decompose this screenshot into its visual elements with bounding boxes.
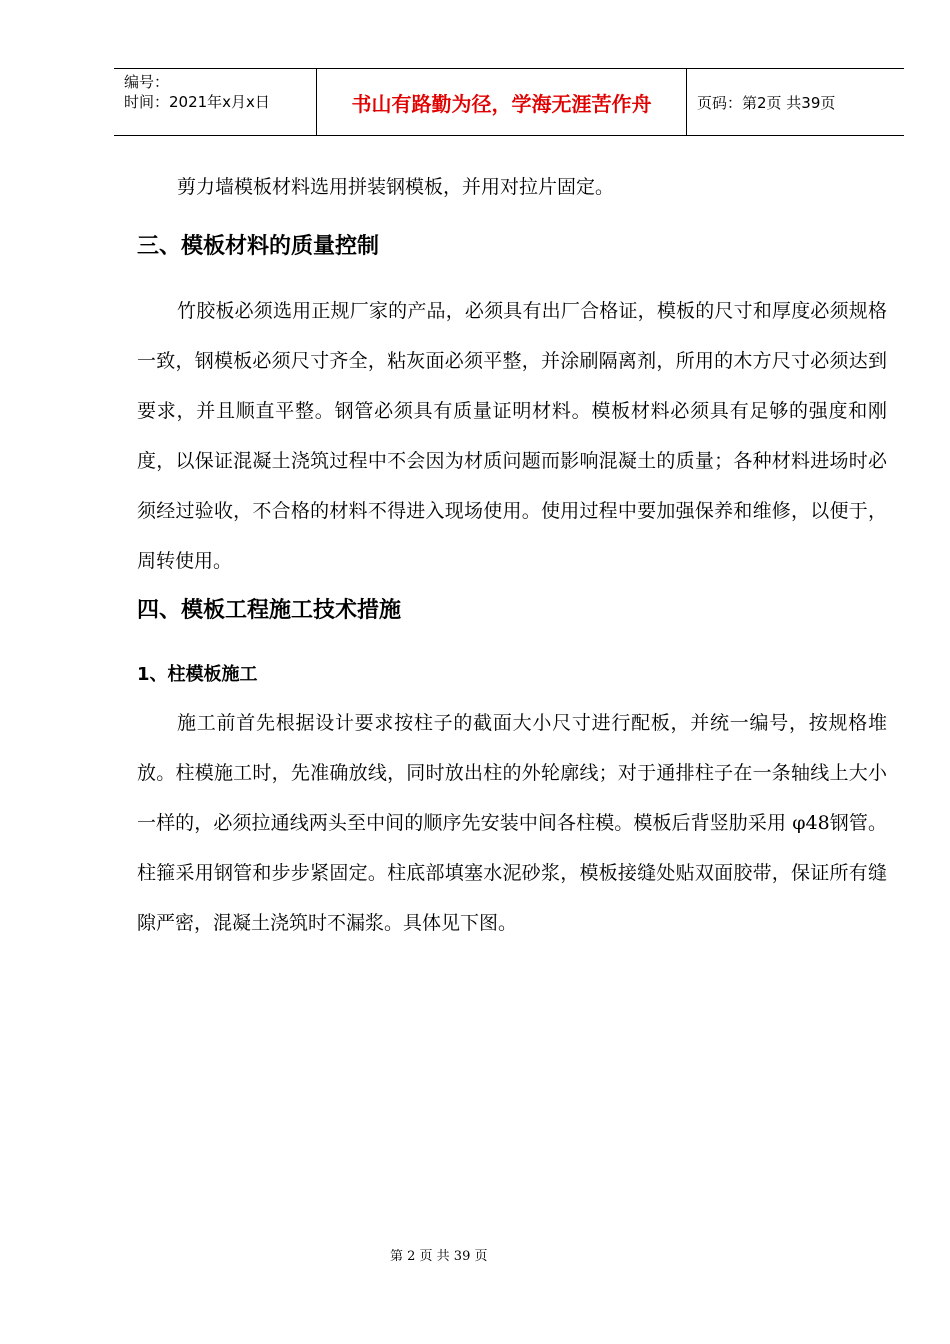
subsection-1-paragraph: 施工前首先根据设计要求按柱子的截面大小尺寸进行配板，并统一编号，按规格堆放。柱模施工时，先准确放线，同时放出柱的外轮廓线；对于通排柱子在一条轴线上大小一样的，必须拉通线两头至中间的顺序先安装中间各柱模。模板后背竖肋采用 φ48钢管。柱箍采用钢管和步步紧固定。柱底部填塞水泥砂浆，模板接缝处贴双面胶带，保证所有缝隙严密，混凝土浇筑时不漏浆。具体见下图。 [137,712,887,934]
section-3-heading: 三、模板材料的质量控制 [137,234,380,259]
document-time-label: 时间：2021年x月x日 [124,93,270,111]
header-page-info: 页码：第2页 共39页 [697,94,836,112]
header-motto: 书山有路勤为径，学海无涯苦作舟 [351,92,652,116]
page-footer: 第 2 页 共 39 页 [390,1249,488,1264]
subsection-1-heading: 1、柱模板施工 [137,664,258,685]
section-3-paragraph: 竹胶板必须选用正规厂家的产品，必须具有出厂合格证，模板的尺寸和厚度必须规格一致，钢模板必须尺寸齐全，粘灰面必须平整，并涂刷隔离剂，所用的木方尺寸必须达到要求，并且顺直平整。钢管必须具有质量证明材料。模板材料必须具有足够的强度和刚度，以保证混凝土浇筑过程中不会因为材质问题而影响混凝土的质量；各种材料进场时必须经过验收，不合格的材料不得进入现场使用。使用过程中要加强保养和维修，以便于，周转使用。 [137,300,887,572]
intro-paragraph: 剪力墙模板材料选用拼装钢模板，并用对拉片固定。 [177,176,615,198]
section-4-heading: 四、模板工程施工技术措施 [137,598,402,623]
document-number-label: 编号： [124,73,170,91]
header-meta [124,72,270,112]
header-divider [686,69,687,135]
page-header [114,68,904,136]
